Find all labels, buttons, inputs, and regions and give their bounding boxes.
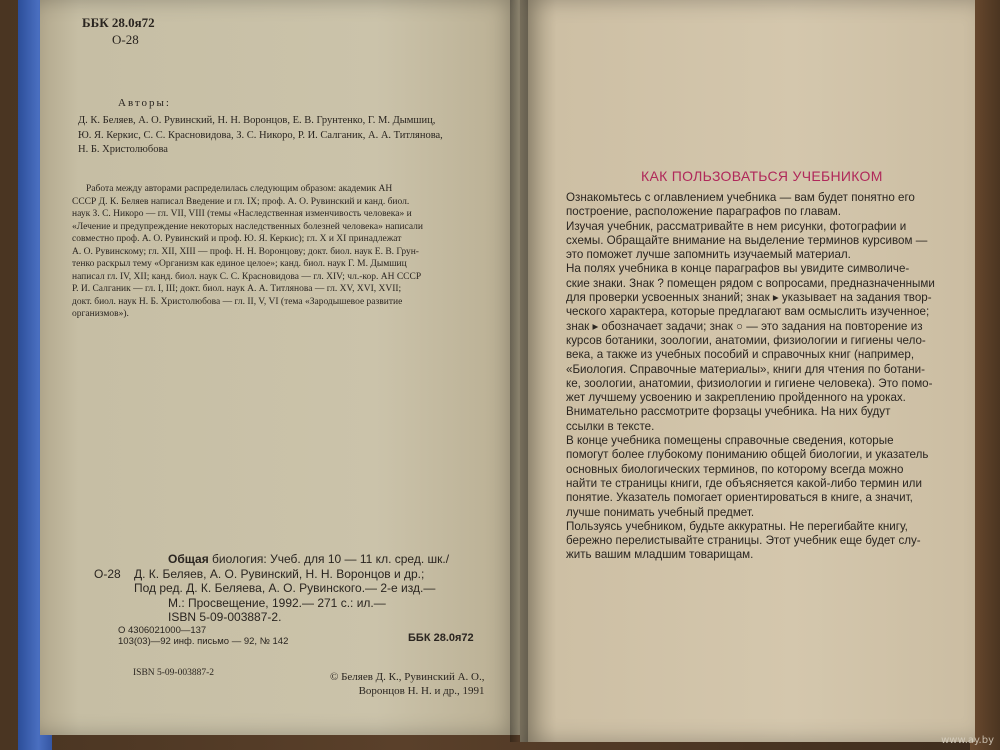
bbk-code-top	[82, 14, 155, 48]
text-line: ссылки в тексте.	[566, 419, 655, 433]
text-line: основных биологических терминов, по которому всегда можно	[566, 462, 904, 476]
authors-credits	[72, 183, 423, 321]
catalog-line-text: биология: Учеб. для 10 — 11 кл. сред. шк./	[208, 552, 450, 566]
text-line: ке, зоологии, анатомии, физиологии и гигиене человека). Это помо-	[566, 376, 933, 390]
catalog-line: Под ред. Д. К. Беляева, А. О. Рувинского.— 2-е изд.—	[134, 581, 436, 596]
authors-line: Н. Б. Христолюбова	[78, 144, 168, 156]
text-line: Ознакомьтесь с оглавлением учебника — вам будет понятно его	[566, 191, 915, 204]
text-line: курсов ботаники, зоологии, анатомии, физиологии и гигиены чело-	[566, 333, 926, 347]
code-line: 103(03)—92 инф. письмо — 92, № 142	[118, 636, 289, 647]
bbk-top-line: ББК 28.0я72	[82, 15, 155, 30]
copyright	[330, 670, 485, 698]
text-line: схемы. Обращайте внимание на выделение терминов курсивом —	[566, 233, 928, 247]
authors-line: Д. К. Беляев, А. О. Рувинский, Н. Н. Воронцов, Е. В. Грунтенко, Г. М. Дымшиц,	[78, 115, 436, 126]
credits-line: совместно проф. А. О. Рувинский и проф. Ю. Я. Керкис); гл. Х и XI принадлежат	[72, 234, 402, 244]
credits-line: Р. И. Салганик — гл. I, III; докт. биол. наук А. А. Титлянова — гл. XV, XVI, XVII;	[72, 284, 402, 294]
catalog-title-bold: Общая	[168, 552, 209, 566]
credits-line: организмов»).	[72, 309, 129, 319]
instructions-text	[566, 191, 935, 563]
text-line: ческого характера, которые предлагают вам осмыслить изученное;	[566, 305, 930, 319]
catalog-line: ISBN 5-09-003887-2.	[168, 610, 282, 625]
text-line: ские знаки. Знак ? помещен рядом с вопросами, предназначенными	[566, 276, 935, 290]
catalog-line	[120, 552, 449, 567]
page-title: КАК ПОЛЬЗОВАТЬСЯ УЧЕБНИКОМ	[641, 168, 883, 184]
credits-line: докт. биол. наук Н. Б. Христолюбова — гл. II, V, VI (тема «Зародышевое развитие	[72, 296, 403, 307]
copyright-line: Воронцов Н. Н. и др., 1991	[358, 685, 485, 697]
catalog-line: М.: Просвещение, 1992.— 271 с.: ил.—	[168, 595, 386, 610]
credits-line: наук З. С. Никоро — гл. VII, VIII (темы «Наследственная изменчивость человека» и	[72, 209, 412, 219]
text-line: бережно перелистывайте страницы. Этот учебник еще будет слу-	[566, 534, 921, 548]
text-line: это поможет лучше запомнить изучаемый материал.	[566, 248, 851, 262]
credits-line: тенко раскрыл тему «Организм как единое целое»; канд. биол. наук Г. М. Дымшиц	[72, 259, 407, 269]
text-line: для проверки усвоенных знаний; знак ▸ указывает на задания твор-	[566, 291, 932, 305]
watermark: www.ay.by	[941, 735, 994, 746]
authors-heading: Авторы:	[118, 97, 171, 109]
authors-line: Ю. Я. Керкис, С. С. Красновидова, З. С. Никоро, Р. И. Салганик, А. А. Титлянова,	[78, 129, 443, 141]
credits-line: написал гл. IV, XII; канд. биол. наук С. С. Красновидова — гл. XIV; чл.-кор. АН СССР	[72, 271, 422, 282]
text-line: построение, расположение параграфов по главам.	[566, 205, 841, 219]
text-line: «Биология. Справочные материалы», книги для чтения по ботани-	[566, 362, 925, 376]
catalog-line: Д. К. Беляев, А. О. Рувинский, Н. Н. Воронцов и др.;	[134, 566, 425, 581]
credits-line: Работа между авторами распределилась следующим образом: академик АН	[86, 184, 393, 194]
text-line: жет лучшему усвоению и закреплению пройденного на уроках.	[566, 391, 906, 405]
catalog-record	[120, 552, 449, 625]
text-line: знак ▸ обозначает задачи; знак ○ — это задания на повторение из	[566, 319, 923, 333]
text-line: В конце учебника помещены справочные сведения, которые	[566, 434, 894, 448]
code-line: О 4306021000—137	[118, 625, 207, 636]
authors-list	[78, 114, 443, 158]
text-line: Пользуясь учебником, будьте аккуратны. Не перегибайте книгу,	[566, 519, 908, 533]
text-line: Изучая учебник, рассматривайте в нем рисунки, фотографии и	[566, 219, 907, 233]
isbn-bottom: ISBN 5-09-003887-2	[133, 668, 215, 678]
index-top-line: O-28	[112, 32, 139, 47]
credits-line: А. О. Рувинскому; гл. XII, XIII — проф. Н. Н. Воронцову; докт. биол. наук Е. В. Грун-	[72, 246, 419, 257]
text-line: века, а также из учебных пособий и справочных книг (например,	[566, 348, 915, 362]
text-line: На полях учебника в конце параграфов вы увидите символиче-	[566, 262, 910, 276]
catalog-index: O-28	[94, 567, 121, 581]
catalog-code	[118, 625, 288, 647]
text-line: лучше понимать учебный предмет.	[566, 505, 755, 519]
credits-line: СССР Д. К. Беляев написал Введение и гл. IX; проф. А. О. Рувинский и канд. биол.	[72, 196, 410, 207]
book-gutter	[510, 0, 528, 742]
text-line: понятие. Указатель помогает ориентироваться в книге, а значит,	[566, 491, 913, 505]
copyright-line: © Беляев Д. К., Рувинский А. О.,	[330, 671, 485, 683]
credits-line: «Лечение и предупреждение некоторых наследственных болезней человека» написали	[72, 221, 424, 232]
bbk-code-bottom: ББК 28.0я72	[408, 632, 474, 644]
text-line: жить вашим младшим товарищам.	[566, 548, 754, 562]
text-line: найти те страницы книги, где объясняется какой-либо термин или	[566, 476, 922, 490]
text-line: Внимательно рассмотрите форзацы учебника. На них будут	[566, 405, 891, 419]
text-line: помогут более глубокому пониманию общей биологии, и указатель	[566, 448, 929, 462]
